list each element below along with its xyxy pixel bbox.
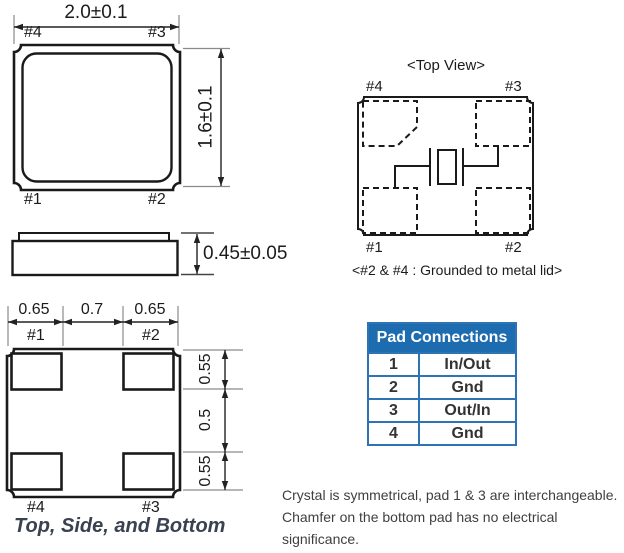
table-row — [368, 399, 516, 422]
top-view-pad3-label: #3 — [148, 24, 166, 41]
pad-number-cell: 2 — [368, 376, 419, 399]
pad-number-cell: 4 — [368, 422, 419, 445]
pad-number-cell: 3 — [368, 399, 419, 422]
bottom-view-pad-3 — [124, 454, 174, 490]
note-line: significance. — [282, 531, 360, 547]
pad-function-cell: In/Out — [419, 353, 516, 376]
schematic-pad-3 — [476, 101, 530, 146]
side-view-body — [13, 241, 178, 275]
note-line: Chamfer on the bottom pad has no electrical — [282, 509, 558, 525]
schematic-title: <Top View> — [406, 57, 486, 74]
schematic-ground-note: <#2 & #4 : Grounded to metal lid> — [352, 262, 563, 278]
bottom-view-pad-4 — [12, 454, 62, 490]
bottom-view-vdim-bottom-label: 0.55 — [197, 455, 214, 487]
schematic-pad4-label: #4 — [366, 78, 383, 95]
note-line: Crystal is symmetrical, pad 1 & 3 are interchangeable. — [282, 487, 618, 503]
top-view-height-dim-label: 1.6±0.1 — [195, 85, 217, 149]
top-view-pad2-label: #2 — [148, 191, 166, 208]
side-view-thickness-label: 0.45±0.05 — [203, 243, 288, 264]
symmetry-note — [282, 484, 622, 550]
bottom-view-dim-right-label: 0.65 — [134, 301, 166, 318]
schematic-pad-1 — [363, 188, 417, 233]
bottom-view-pad3-label: #3 — [142, 499, 160, 516]
schematic-package-outline — [358, 97, 533, 235]
table-row — [368, 422, 516, 445]
top-view-pad4-label: #4 — [24, 24, 42, 41]
schematic-drawing — [358, 97, 533, 235]
bottom-view-dim-left-label: 0.65 — [18, 301, 50, 318]
schematic-pad-4-chamfered — [363, 101, 417, 146]
bottom-view-dim-center-label: 0.7 — [80, 301, 104, 318]
side-view-drawing — [13, 233, 215, 275]
top-view-width-dim-label: 2.0±0.1 — [64, 2, 128, 23]
bottom-view-pad4-label: #4 — [27, 499, 45, 516]
schematic-pad-2 — [476, 188, 530, 233]
top-view-package-outline — [14, 45, 180, 190]
bottom-view-vdim-top-label: 0.55 — [197, 353, 214, 385]
pad-function-cell: Out/In — [419, 399, 516, 422]
pad-connections-header: Pad Connections — [368, 323, 516, 353]
crystal-symbol — [395, 146, 498, 188]
schematic-pad3-label: #3 — [505, 78, 522, 95]
bottom-view-pad2-label: #2 — [142, 327, 160, 344]
table-row — [368, 353, 516, 376]
top-view-pad1-label: #1 — [24, 191, 42, 208]
pad-function-cell: Gnd — [419, 422, 516, 445]
top-view-metal-lid — [23, 54, 172, 182]
pad-number-cell: 1 — [368, 353, 419, 376]
views-caption: Top, Side, and Bottom — [14, 515, 226, 537]
pad-function-cell: Gnd — [419, 376, 516, 399]
bottom-view-vdim-middle-label: 0.5 — [197, 408, 214, 432]
bottom-view-pad-1 — [12, 354, 62, 390]
schematic-pad1-label: #1 — [366, 239, 383, 256]
bottom-view-pad-2 — [124, 354, 174, 390]
pad-connections-table — [367, 322, 517, 446]
table-row — [368, 376, 516, 399]
schematic-pad2-label: #2 — [505, 239, 522, 256]
bottom-view-pad1-label: #1 — [27, 327, 45, 344]
